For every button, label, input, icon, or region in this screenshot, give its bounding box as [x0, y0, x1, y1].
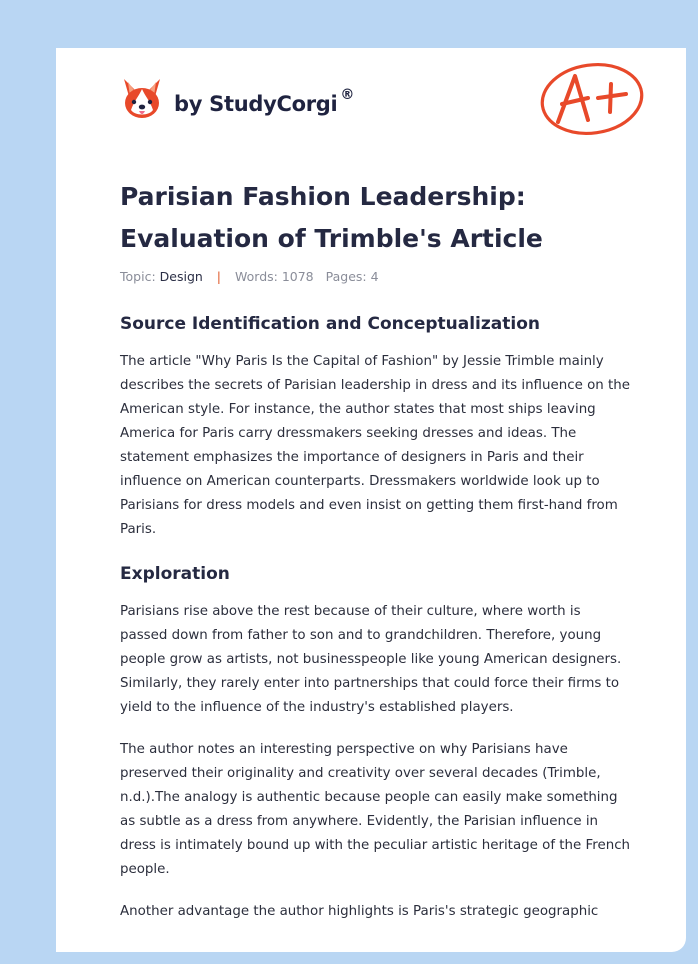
brand-name [174, 86, 355, 116]
paragraph: The author notes an interesting perspective on why Parisians have preserved their originality and creativity over several decades (Trimble, n.d.).The analogy is authentic because people can easily make something as subtle as a dress from anywhere. Evidently, the Parisian influence in dress is intimately bound up with the peculiar artistic heritage of the French people. [120, 742, 631, 877]
registered-mark: ® [340, 86, 355, 103]
corgi-icon [121, 76, 163, 122]
topic-link[interactable]: Design [159, 269, 203, 284]
section-heading: Exploration [120, 564, 230, 584]
paragraph: The article "Why Paris Is the Capital of Fashion" by Jessie Trimble mainly describes the secrets of Parisian leadership in dress and its influence on the American style. For instance, the author states that most ships leaving America for Paris carry dressmakers seeking dresses and ideas. The statement emphasizes the importance of designers in Paris and their influence on American counterparts. Dressmakers worldwide look up to Parisians for dress models and even insist on getting them first-hand from Paris. [120, 354, 630, 537]
topic-label: Topic: [120, 269, 156, 284]
paragraph: Another advantage the author highlights is Paris's strategic geographic [120, 904, 599, 919]
document-page [56, 48, 686, 952]
a-plus-grade-icon [538, 60, 648, 140]
studycorgi-logo[interactable] [121, 76, 354, 122]
paragraph: Parisians rise above the rest because of their culture, where worth is passed down from father to son and to grandchildren. Therefore, young people grow as artists, not businesspeople like young American designers. Similarly, they rarely enter into partnerships that could force their firms to yield to the influence of the industry's established players. [120, 604, 622, 715]
article-title: Parisian Fashion Leadership: Evaluation of Trimble's Article [120, 182, 543, 253]
page-count: Pages: 4 [325, 269, 379, 284]
section-heading: Source Identification and Conceptualization [120, 314, 540, 334]
article-body [120, 312, 632, 942]
meta-separator: | [216, 269, 222, 284]
brand-text: by StudyCorgi [174, 91, 338, 116]
article-meta [120, 269, 379, 284]
word-count: Words: 1078 [235, 269, 314, 284]
